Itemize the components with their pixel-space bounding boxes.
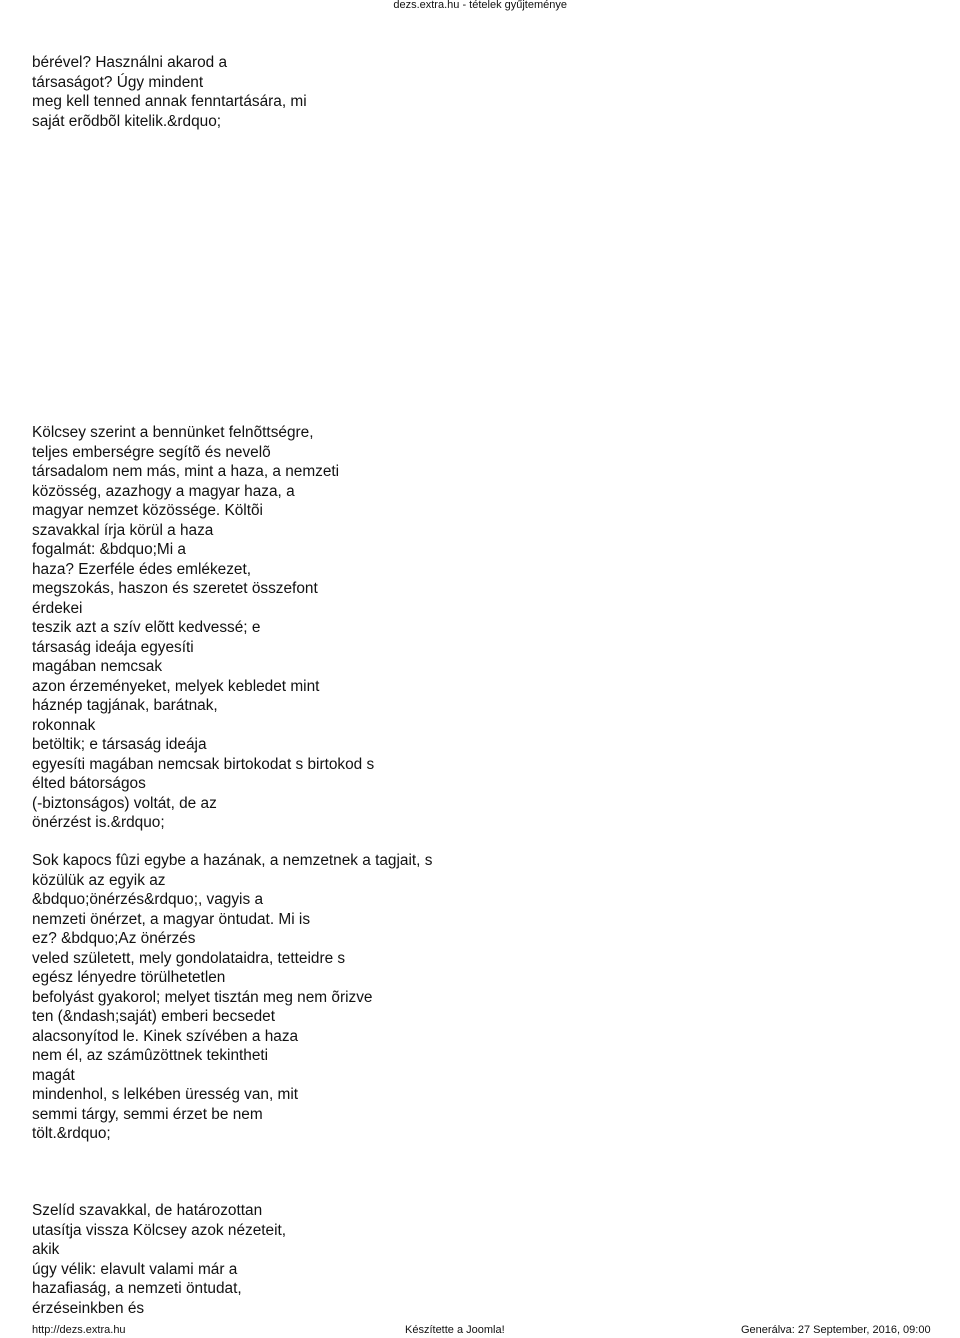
text-line: Szelíd szavakkal, de határozottan: [32, 1202, 263, 1219]
header-text: dezs.extra.hu - tételek gyűjteménye: [393, 0, 567, 11]
text-line: érzéseinkben és: [32, 1299, 145, 1317]
text-line: nemzeti önérzet, a magyar öntudat. Mi is: [32, 910, 311, 928]
text-line: tölt.&rdquo;: [32, 1125, 111, 1142]
text-line: Sok kapocs fûzi egybe a hazának, a nemzetnek a tagjait, s: [32, 852, 433, 869]
text-line: élted bátorságos: [32, 775, 146, 792]
text-line: megszokás, haszon és szeretet összefont: [32, 580, 318, 597]
text-line: úgy vélik: elavult valami már a: [32, 1260, 238, 1278]
text-line: magában nemcsak: [32, 658, 163, 675]
text-line: önérzést is.&rdquo;: [32, 814, 165, 831]
text-line: &bdquo;önérzés&rdquo;, vagyis a: [32, 891, 264, 908]
text-line: semmi tárgy, semmi érzet be nem: [32, 1105, 263, 1123]
text-line: társaságot? Úgy mindent: [32, 73, 204, 91]
text-line: érdekei: [32, 599, 83, 617]
text-line: (-biztonságos) voltát, de az: [32, 794, 217, 812]
text-line: fogalmát: &bdquo;Mi a: [32, 541, 186, 558]
footer-credit: Készítette a Joomla!: [405, 1324, 505, 1336]
text-line: ten (&ndash;saját) emberi becsedet: [32, 1008, 275, 1025]
paragraph-4: [32, 1201, 932, 1318]
text-line: rokonnak: [32, 716, 96, 734]
text-line: haza? Ezerféle édes emlékezet,: [32, 560, 252, 578]
paragraph-1: [32, 53, 932, 131]
paragraph-2: [32, 423, 932, 833]
text-line: háznép tagjának, barátnak,: [32, 697, 218, 714]
text-line: akik: [32, 1241, 60, 1258]
text-line: alacsonyítod le. Kinek szívében a haza: [32, 1027, 299, 1045]
text-line: azon érzeményeket, melyek kebledet mint: [32, 677, 320, 695]
text-line: Kölcsey szerint a bennünket felnõttségre,: [32, 424, 314, 441]
text-line: egész lényedre törülhetetlen: [32, 969, 226, 986]
text-line: mindenhol, s lelkében üresség van, mit: [32, 1086, 299, 1103]
text-line: betöltik; e társaság ideája: [32, 736, 207, 753]
text-line: társadalom nem más, mint a haza, a nemzeti: [32, 463, 340, 480]
text-line: közösség, azazhogy a magyar haza, a: [32, 482, 295, 500]
paragraph-3: [32, 851, 932, 1144]
footer-site-link[interactable]: http://dezs.extra.hu: [32, 1324, 126, 1336]
text-line: teszik azt a szív elõtt kedvessé; e: [32, 619, 261, 636]
text-line: társaság ideája egyesíti: [32, 638, 194, 656]
text-line: magát: [32, 1066, 75, 1084]
text-line: közülük az egyik az: [32, 871, 166, 889]
page-header: [0, 0, 960, 12]
text-line: nem él, az számûzöttnek tekintheti: [32, 1047, 269, 1064]
text-line: szavakkal írja körül a haza: [32, 521, 214, 539]
text-line: teljes emberségre segítõ és nevelõ: [32, 443, 271, 461]
text-line: befolyást gyakorol; melyet tisztán meg nem õrizve: [32, 988, 373, 1006]
text-line: saját erõdbõl kitelik.&rdquo;: [32, 112, 222, 130]
text-line: egyesíti magában nemcsak birtokodat s birtokod s: [32, 755, 375, 773]
text-line: ez? &bdquo;Az önérzés: [32, 930, 196, 947]
text-line: bérével? Használni akarod a: [32, 54, 228, 71]
text-line: veled született, mely gondolataidra, tetteidre s: [32, 949, 346, 967]
text-line: hazafiaság, a nemzeti öntudat,: [32, 1280, 242, 1297]
text-line: magyar nemzet közössége. Költõi: [32, 502, 263, 519]
page-footer: [0, 1324, 960, 1338]
footer-generated: Generálva: 27 September, 2016, 09:00: [741, 1324, 931, 1336]
text-line: utasítja vissza Kölcsey azok nézeteit,: [32, 1221, 287, 1239]
text-line: meg kell tenned annak fenntartására, mi: [32, 93, 307, 110]
